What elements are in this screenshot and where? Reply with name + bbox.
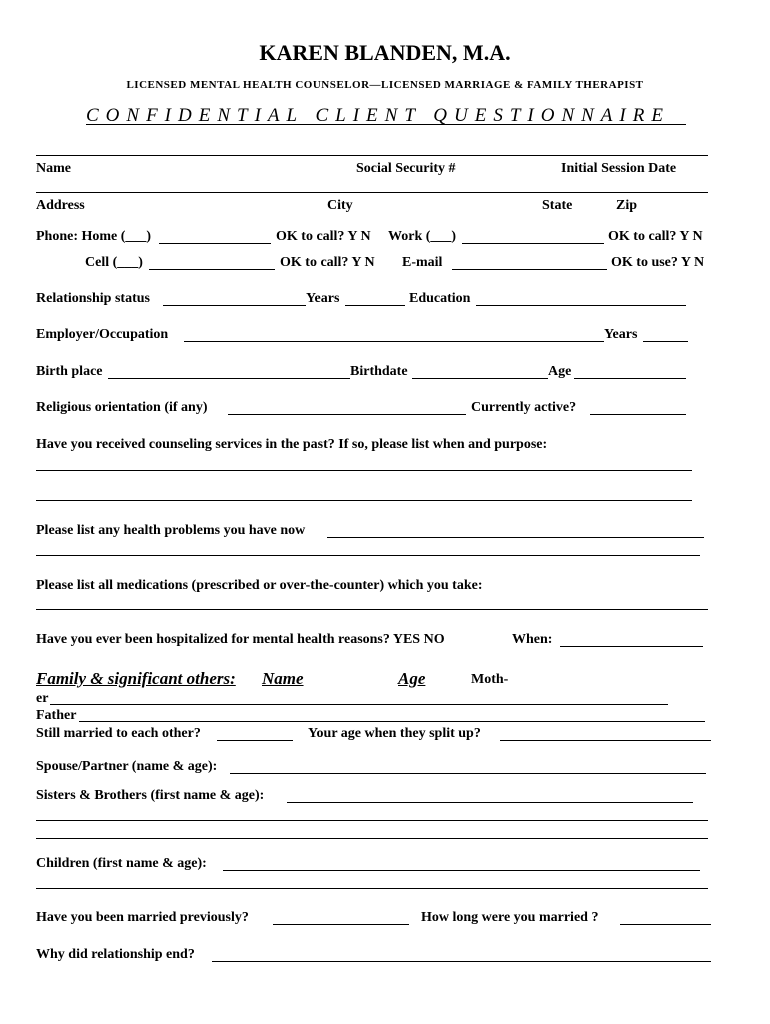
mother-line[interactable] xyxy=(50,704,668,705)
when-line[interactable] xyxy=(560,646,703,647)
name-label: Name xyxy=(36,161,71,176)
education-line[interactable] xyxy=(476,305,686,306)
counseling-question: Have you received counseling services in the past? If so, please list when and purpose: xyxy=(36,437,548,452)
children-label: Children (first name & age): xyxy=(36,856,207,871)
cell-line[interactable] xyxy=(149,269,275,270)
birth-place-label: Birth place xyxy=(36,364,103,379)
email-label: E-mail xyxy=(402,255,443,270)
siblings-line-1[interactable] xyxy=(287,802,693,803)
ok-call-label-3: OK to call? Y N xyxy=(280,255,375,270)
years-label-1: Years xyxy=(306,291,340,306)
years-label-2: Years xyxy=(604,327,638,342)
address-line[interactable] xyxy=(36,192,708,193)
relationship-status-line[interactable] xyxy=(163,305,306,306)
family-heading: Family & significant others: xyxy=(36,669,236,688)
age-line[interactable] xyxy=(574,378,686,379)
employer-line[interactable] xyxy=(184,341,604,342)
counseling-line-1[interactable] xyxy=(36,470,692,471)
still-married-line[interactable] xyxy=(217,740,293,741)
birth-place-line[interactable] xyxy=(108,378,350,379)
married-previously-line[interactable] xyxy=(273,924,409,925)
state-label: State xyxy=(542,198,573,213)
birthdate-line[interactable] xyxy=(412,378,548,379)
cell-label: Cell (___) xyxy=(85,255,143,270)
currently-active-line[interactable] xyxy=(590,414,686,415)
ok-use-label: OK to use? Y N xyxy=(611,255,705,270)
phone-home-line[interactable] xyxy=(159,243,271,244)
spouse-label: Spouse/Partner (name & age): xyxy=(36,759,218,774)
religious-line[interactable] xyxy=(228,414,466,415)
how-long-label: How long were you married ? xyxy=(421,910,599,925)
years-line-1[interactable] xyxy=(345,305,405,306)
married-previously-label: Have you been married previously? xyxy=(36,910,249,925)
children-line-1[interactable] xyxy=(223,870,700,871)
practitioner-name: KAREN BLANDEN, M.A. xyxy=(259,40,511,65)
siblings-line-2[interactable] xyxy=(36,820,708,821)
age-split-label: Your age when they split up? xyxy=(308,726,481,741)
employer-label: Employer/Occupation xyxy=(36,327,169,342)
health-question: Please list any health problems you have now xyxy=(36,523,306,538)
address-label: Address xyxy=(36,198,85,213)
relationship-status-label: Relationship status xyxy=(36,291,150,306)
age-split-line[interactable] xyxy=(500,740,711,741)
initial-session-label: Initial Session Date xyxy=(561,161,677,176)
medications-question: Please list all medications (prescribed or over-the-counter) which you take: xyxy=(36,578,483,593)
currently-active-label: Currently active? xyxy=(471,400,577,415)
why-end-label: Why did relationship end? xyxy=(36,947,195,962)
ok-call-label-2: OK to call? Y N xyxy=(608,229,703,244)
medications-line[interactable] xyxy=(36,609,708,610)
education-label: Education xyxy=(409,291,471,306)
family-name-heading: Name xyxy=(262,669,304,688)
health-line-1[interactable] xyxy=(327,537,704,538)
health-line-2[interactable] xyxy=(36,555,700,556)
years-line-2[interactable] xyxy=(643,341,688,342)
phone-home-label: Phone: Home (___) xyxy=(36,229,152,244)
city-label: City xyxy=(327,198,353,213)
how-long-line[interactable] xyxy=(620,924,711,925)
father-line[interactable] xyxy=(79,721,705,722)
when-label: When: xyxy=(512,632,553,647)
phone-work-line[interactable] xyxy=(462,243,604,244)
work-label: Work (___) xyxy=(388,229,457,244)
email-line[interactable] xyxy=(452,269,607,270)
form-title-underline xyxy=(86,124,686,125)
family-age-heading: Age xyxy=(398,669,426,688)
counseling-line-2[interactable] xyxy=(36,500,692,501)
ok-call-label-1: OK to call? Y N xyxy=(276,229,371,244)
father-label: Father xyxy=(36,708,77,723)
form-title: CONFIDENTIAL CLIENT QUESTIONNAIRE xyxy=(86,105,670,126)
why-end-line[interactable] xyxy=(212,961,711,962)
age-label: Age xyxy=(548,364,572,379)
mother-label-part1: Moth- xyxy=(471,672,509,687)
zip-label: Zip xyxy=(616,198,638,213)
ssn-label: Social Security # xyxy=(356,161,456,176)
hospitalized-question: Have you ever been hospitalized for mental health reasons? YES NO xyxy=(36,632,445,647)
religious-label: Religious orientation (if any) xyxy=(36,400,208,415)
birthdate-label: Birthdate xyxy=(350,364,408,379)
still-married-label: Still married to each other? xyxy=(36,726,201,741)
siblings-label: Sisters & Brothers (first name & age): xyxy=(36,788,265,803)
credentials: LICENSED MENTAL HEALTH COUNSELOR—LICENSED MARRIAGE & FAMILY THERAPIST xyxy=(126,79,644,91)
name-line[interactable] xyxy=(36,155,708,156)
children-line-2[interactable] xyxy=(36,888,708,889)
siblings-line-3[interactable] xyxy=(36,838,708,839)
spouse-line[interactable] xyxy=(230,773,706,774)
mother-label-part2: er xyxy=(36,691,49,706)
